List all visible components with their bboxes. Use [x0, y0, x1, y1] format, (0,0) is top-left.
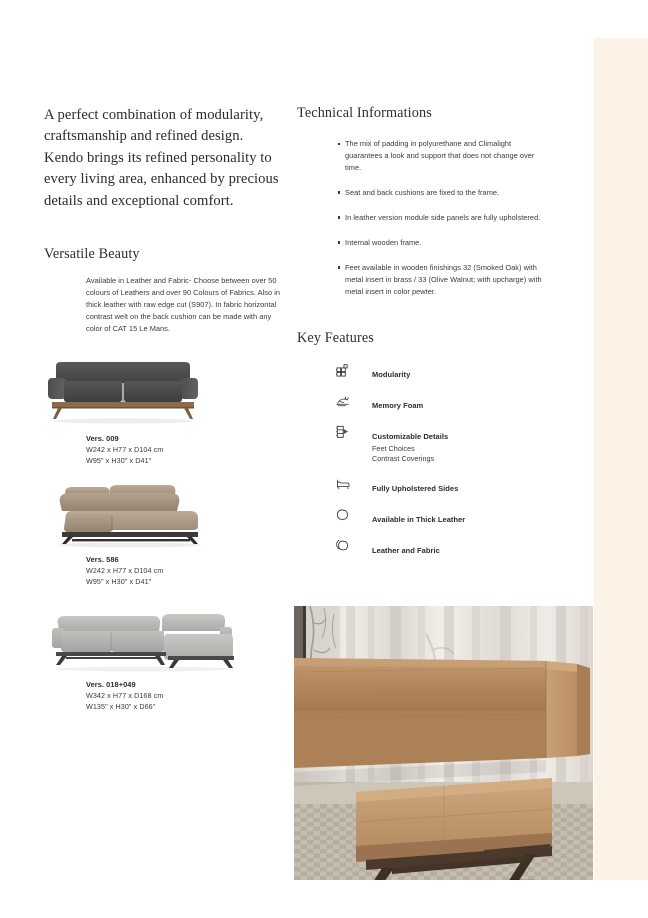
variant-dimensions-cm: W242 x H77 x D104 cm [86, 565, 164, 575]
modularity-grid-icon [334, 363, 351, 378]
feature-text [372, 394, 423, 413]
variant-name: Vers. 586 [86, 555, 119, 564]
feature-sub-feet-choices: Feet Choices [372, 443, 415, 453]
feature-label: Customizable Details [372, 431, 449, 441]
versatile-beauty-copy: Available in Leather and Fabric- Choose between over 50 colours of Leathers and over 90 Colours of Fabrics. Also in thick leather with raw edge cut (S907). In fabric horizontal contrast welt on the back cushion can be made with any color of CAT 15 Le Mans. [86, 276, 281, 334]
customizable-details-icon [334, 425, 351, 440]
key-features-list [297, 363, 547, 558]
feature-label: Fully Upholstered Sides [372, 483, 459, 493]
variant-dimensions-in: W95" x H30" x D41" [86, 576, 152, 586]
technical-informations-list [297, 138, 547, 298]
feature-row [334, 477, 547, 496]
variant-caption [86, 680, 254, 712]
feature-row [334, 394, 547, 413]
left-column [44, 105, 282, 335]
feature-row [334, 539, 547, 558]
variant-dimensions-cm: W342 x H77 x D168 cm [86, 690, 164, 700]
feature-label: Modularity [372, 369, 411, 379]
technical-item: Feet available in wooden finishings 32 (Smoked Oak) with metal insert in brass / 33 (Olive Walnut; with upcharge) with metal insert in color pewter. [338, 262, 547, 298]
variant-caption [86, 434, 254, 466]
technical-item: Internal wooden frame. [338, 237, 547, 249]
feature-text [372, 477, 458, 496]
memory-foam-hand-icon [334, 394, 351, 409]
feature-row [334, 508, 547, 527]
feature-row [334, 363, 547, 382]
technical-item: The mix of padding in polyurethane and Climalight guarantees a look and support that does not change over time. [338, 138, 547, 174]
feature-row [334, 425, 547, 465]
variant-item [44, 352, 254, 466]
variant-name: Vers. 018+049 [86, 680, 136, 689]
leather-fabric-icon [334, 539, 351, 554]
feature-label: Available in Thick Leather [372, 514, 466, 524]
intro-paragraph: A perfect combination of modularity, craftsmanship and refined design. Kendo brings its refined personality to every living area, enhanced by precious details and exceptional comfort. [44, 107, 279, 209]
versatile-beauty-title: Versatile Beauty [44, 246, 140, 263]
right-column [297, 105, 547, 558]
thick-leather-icon [334, 508, 351, 523]
feature-sub-contrast-coverings: Contrast Coverings [372, 454, 435, 464]
variant-caption [86, 555, 254, 587]
feature-label: Memory Foam [372, 400, 424, 410]
variant-dimensions-in: W95" x H30" x D41" [86, 455, 152, 465]
feature-text [372, 539, 440, 558]
technical-informations-title: Technical Informations [297, 105, 432, 121]
feature-text [372, 363, 410, 382]
feature-text [372, 508, 465, 527]
variant-image-light-grey-sectional [44, 598, 254, 676]
variant-item [44, 598, 254, 712]
upholstered-sides-icon [334, 477, 351, 492]
variant-dimensions-cm: W242 x H77 x D104 cm [86, 444, 164, 454]
technical-item: In leather version module side panels are fully upholstered. [338, 212, 547, 224]
variant-name: Vers. 009 [86, 434, 119, 443]
decorative-cream-band [594, 38, 648, 880]
feature-label: Leather and Fabric [372, 545, 440, 555]
technical-item: Seat and back cushions are fixed to the frame. [338, 187, 547, 199]
variant-dimensions-in: W135" x H30" x D66" [86, 701, 156, 711]
variant-image-taupe-chaise [44, 473, 254, 551]
variant-image-dark-grey-sofa [44, 352, 254, 430]
variant-item [44, 473, 254, 587]
hero-photo-tan-leather-sofa [294, 606, 593, 880]
feature-text [372, 425, 448, 465]
key-features-title: Key Features [297, 329, 374, 346]
